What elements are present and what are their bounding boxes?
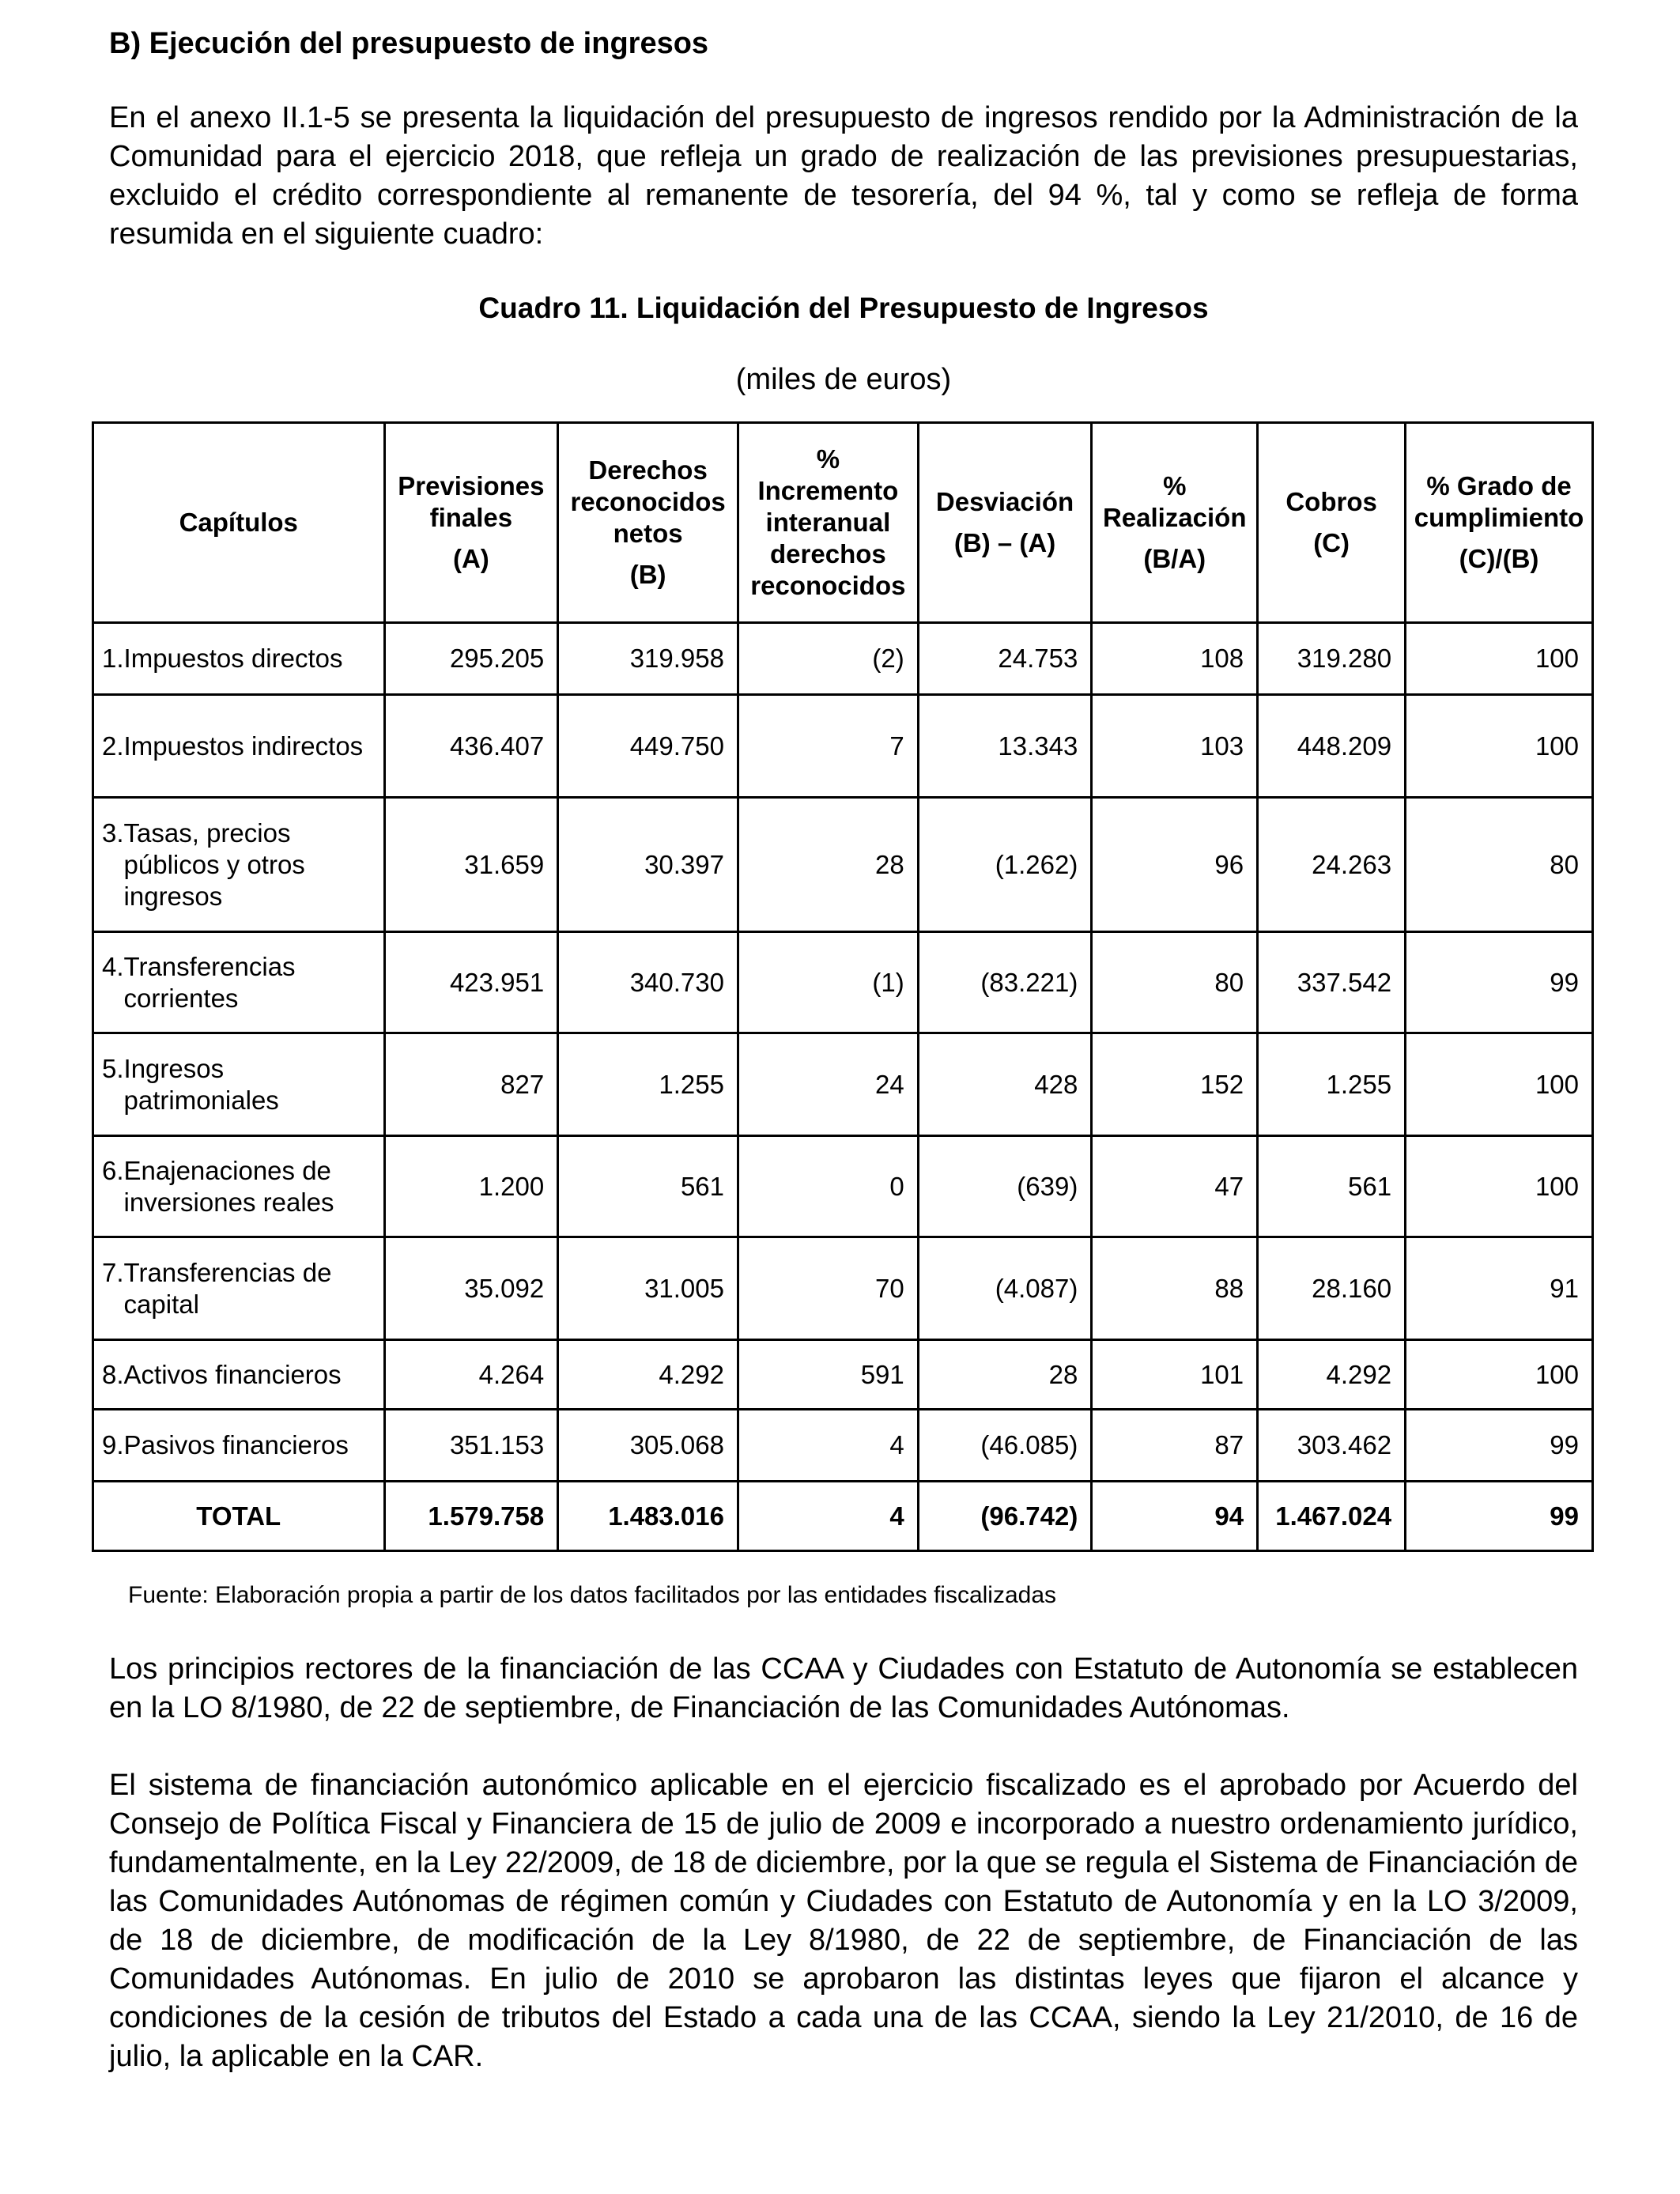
- cell-derechos: 305.068: [558, 1410, 738, 1482]
- cell-cobros: 303.462: [1258, 1410, 1406, 1482]
- cell-incremento: (2): [738, 623, 919, 695]
- cell-cobros: 319.280: [1258, 623, 1406, 695]
- table-row: [93, 798, 1593, 932]
- cell-cumplimiento: 91: [1406, 1237, 1593, 1340]
- cell-cumplimiento: 100: [1406, 1340, 1593, 1410]
- cell-previsiones: 31.659: [384, 798, 558, 932]
- row-label: 7. Transferencias de capital: [93, 1237, 385, 1340]
- cell-desviacion: (46.085): [918, 1410, 1092, 1482]
- table-row: [93, 1136, 1593, 1237]
- cell-desviacion: (83.221): [918, 932, 1092, 1033]
- row-label: 3. Tasas, precios públicos y otros ingresos: [93, 798, 385, 932]
- cell-incremento: 28: [738, 798, 919, 932]
- total-previsiones: 1.579.758: [384, 1482, 558, 1551]
- row-label: 5. Ingresos patrimoniales: [93, 1033, 385, 1136]
- row-label: 8. Activos financieros: [93, 1340, 385, 1410]
- header-previsiones: Previsiones finales (A): [384, 423, 558, 623]
- row-label: 1. Impuestos directos: [93, 623, 385, 695]
- table-header-row: [93, 423, 1593, 623]
- cell-cobros: 24.263: [1258, 798, 1406, 932]
- cell-cumplimiento: 99: [1406, 932, 1593, 1033]
- table-row: [93, 623, 1593, 695]
- cell-realizacion: 88: [1092, 1237, 1258, 1340]
- cell-incremento: 7: [738, 695, 919, 798]
- cell-derechos: 30.397: [558, 798, 738, 932]
- cell-derechos: 561: [558, 1136, 738, 1237]
- cell-cumplimiento: 100: [1406, 695, 1593, 798]
- header-cobros: Cobros (C): [1258, 423, 1406, 623]
- cell-desviacion: 428: [918, 1033, 1092, 1136]
- cell-previsiones: 1.200: [384, 1136, 558, 1237]
- cell-incremento: 70: [738, 1237, 919, 1340]
- cell-desviacion: (4.087): [918, 1237, 1092, 1340]
- cell-derechos: 449.750: [558, 695, 738, 798]
- section-heading: B) Ejecución del presupuesto de ingresos: [109, 27, 709, 60]
- table-row: [93, 1410, 1593, 1482]
- cell-cumplimiento: 100: [1406, 623, 1593, 695]
- cell-desviacion: 24.753: [918, 623, 1092, 695]
- cell-previsiones: 4.264: [384, 1340, 558, 1410]
- table-row: [93, 1237, 1593, 1340]
- total-derechos: 1.483.016: [558, 1482, 738, 1551]
- source-note: Fuente: Elaboración propia a partir de los datos facilitados por las entidades fiscalizadas: [128, 1582, 1057, 1608]
- paragraph-sistema: El sistema de financiación autonómico aplicable en el ejercicio fiscalizado es el aprobado por Acuerdo del Consejo de Política Fiscal y Financiera de 15 de julio de 2009 e incorporado a nuestro ordenamiento jurídico, fundamentalmente, en la Ley 22/2009, de 18 de diciembre, por la que se regula el Sistema de Financiación de las Comunidades Autónomas de régimen común y Ciudades con Estatuto de Autonomía y en la LO 3/2009, de 18 de diciembre, de modificación de la Ley 8/1980, de 22 de septiembre, de Financiación de las Comunidades Autónomas. En julio de 2010 se aprobaron las distintas leyes que fijaron el alcance y condiciones de la cesión de tributos del Estado a cada una de las CCAA, siendo la Ley 21/2010, de 16 de julio, la aplicable en la CAR.: [109, 1769, 1578, 2073]
- cell-previsiones: 35.092: [384, 1237, 558, 1340]
- cell-previsiones: 827: [384, 1033, 558, 1136]
- cell-incremento: 591: [738, 1340, 919, 1410]
- total-desviacion: (96.742): [918, 1482, 1092, 1551]
- cell-realizacion: 152: [1092, 1033, 1258, 1136]
- header-capitulos: Capítulos: [93, 423, 385, 623]
- cell-cobros: 28.160: [1258, 1237, 1406, 1340]
- cell-realizacion: 103: [1092, 695, 1258, 798]
- row-label: 2. Impuestos indirectos: [93, 695, 385, 798]
- table-row: [93, 932, 1593, 1033]
- paragraph-principios: Los principios rectores de la financiación de las CCAA y Ciudades con Estatuto de Autonomía se establecen en la LO 8/1980, de 22 de septiembre, de Financiación de las Comunidades Autónomas.: [109, 1652, 1578, 1724]
- row-label: 9. Pasivos financieros: [93, 1410, 385, 1482]
- cell-desviacion: 28: [918, 1340, 1092, 1410]
- table-row: [93, 695, 1593, 798]
- cell-desviacion: (1.262): [918, 798, 1092, 932]
- cell-incremento: (1): [738, 932, 919, 1033]
- cell-cumplimiento: 80: [1406, 798, 1593, 932]
- total-incremento: 4: [738, 1482, 919, 1551]
- row-label: 4. Transferencias corrientes: [93, 932, 385, 1033]
- cell-cobros: 448.209: [1258, 695, 1406, 798]
- cell-previsiones: 423.951: [384, 932, 558, 1033]
- header-desviacion: Desviación (B) – (A): [918, 423, 1092, 623]
- cell-cobros: 561: [1258, 1136, 1406, 1237]
- budget-table: [92, 421, 1594, 1552]
- cell-derechos: 31.005: [558, 1237, 738, 1340]
- cell-desviacion: 13.343: [918, 695, 1092, 798]
- header-incremento: % Incremento interanual derechos reconocidos: [738, 423, 919, 623]
- cell-cumplimiento: 100: [1406, 1033, 1593, 1136]
- cell-realizacion: 80: [1092, 932, 1258, 1033]
- cell-derechos: 319.958: [558, 623, 738, 695]
- header-derechos: Derechos reconocidos netos (B): [558, 423, 738, 623]
- cell-incremento: 0: [738, 1136, 919, 1237]
- header-realizacion: % Realización (B/A): [1092, 423, 1258, 623]
- header-cumplimiento: % Grado de cumplimiento (C)/(B): [1406, 423, 1593, 623]
- cell-previsiones: 295.205: [384, 623, 558, 695]
- cell-desviacion: (639): [918, 1136, 1092, 1237]
- cell-derechos: 340.730: [558, 932, 738, 1033]
- cell-cobros: 337.542: [1258, 932, 1406, 1033]
- table-row: [93, 1033, 1593, 1136]
- total-realizacion: 94: [1092, 1482, 1258, 1551]
- cell-realizacion: 108: [1092, 623, 1258, 695]
- total-row: [93, 1482, 1593, 1551]
- table-units: (miles de euros): [735, 363, 952, 396]
- total-label: TOTAL: [93, 1482, 385, 1551]
- body-text: [109, 1650, 1578, 2076]
- cell-realizacion: 101: [1092, 1340, 1258, 1410]
- cell-incremento: 24: [738, 1033, 919, 1136]
- cell-previsiones: 351.153: [384, 1410, 558, 1482]
- cell-realizacion: 47: [1092, 1136, 1258, 1237]
- total-cumplimiento: 99: [1406, 1482, 1593, 1551]
- table-row: [93, 1340, 1593, 1410]
- cell-derechos: 4.292: [558, 1340, 738, 1410]
- cell-cobros: 1.255: [1258, 1033, 1406, 1136]
- cell-incremento: 4: [738, 1410, 919, 1482]
- total-cobros: 1.467.024: [1258, 1482, 1406, 1551]
- cell-realizacion: 96: [1092, 798, 1258, 932]
- table-title: Cuadro 11. Liquidación del Presupuesto de Ingresos: [478, 292, 1209, 324]
- document-page: [102, 24, 1584, 2073]
- cell-cumplimiento: 100: [1406, 1136, 1593, 1237]
- cell-derechos: 1.255: [558, 1033, 738, 1136]
- cell-realizacion: 87: [1092, 1410, 1258, 1482]
- row-label: 6. Enajenaciones de inversiones reales: [93, 1136, 385, 1237]
- intro-paragraph: En el anexo II.1-5 se presenta la liquidación del presupuesto de ingresos rendido por la Administración de la Comunidad para el ejercicio 2018, que refleja un grado de realización de las previsiones presupuestarias, excluido el crédito correspondiente al remanente de tesorería, del 94 %, tal y como se refleja de forma resumida en el siguiente cuadro:: [109, 101, 1578, 251]
- cell-cobros: 4.292: [1258, 1340, 1406, 1410]
- cell-cumplimiento: 99: [1406, 1410, 1593, 1482]
- cell-previsiones: 436.407: [384, 695, 558, 798]
